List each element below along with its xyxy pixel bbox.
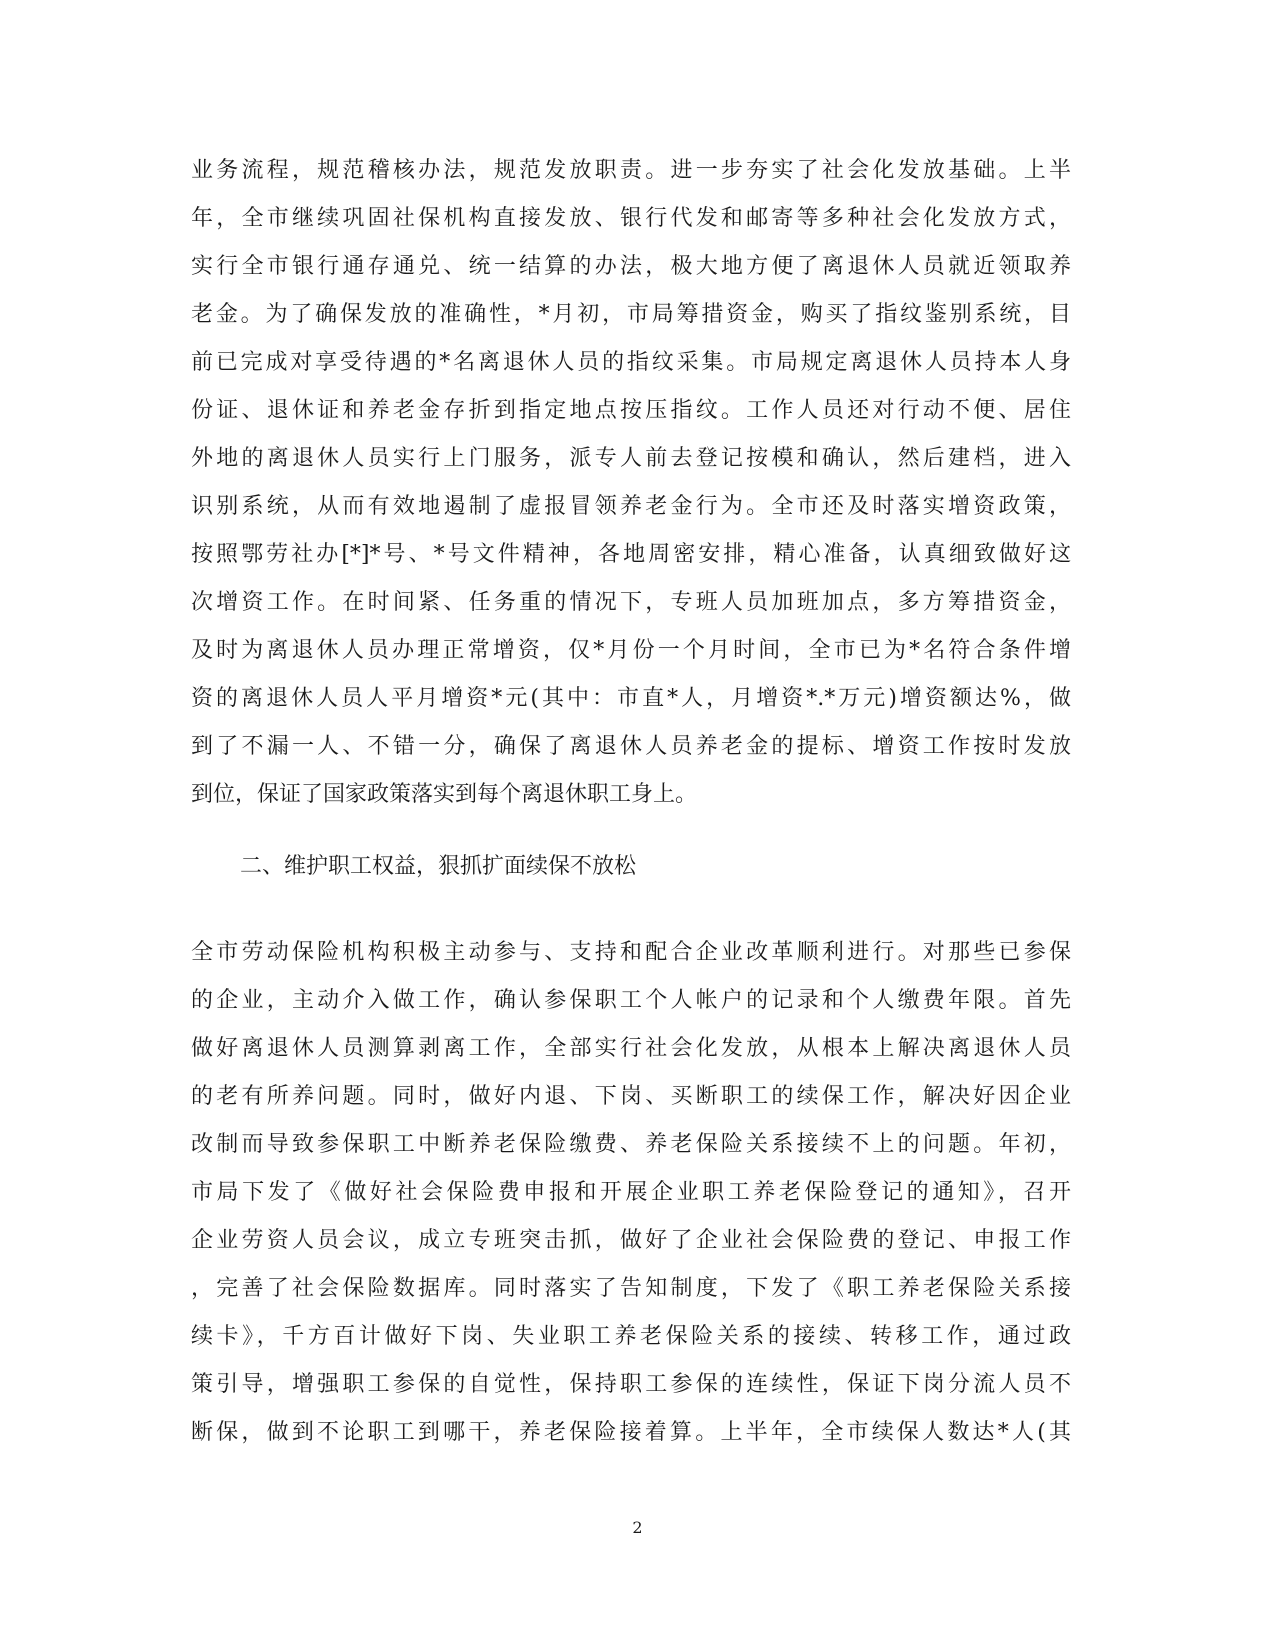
paragraph-1 xyxy=(191,147,1071,819)
paragraph-line: 实行全市银行通存通兑、统一结算的办法，极大地方便了离退休人员就近领取养 xyxy=(191,254,1071,279)
paragraph-line: 改制而导致参保职工中断养老保险缴费、养老保险关系接续不上的问题。年初， xyxy=(191,1132,1071,1157)
paragraph-line: 到位，保证了国家政策落实到每个离退休职工身上。 xyxy=(191,782,698,807)
paragraph-line: 做好离退休人员测算剥离工作，全部实行社会化发放，从根本上解决离退休人员 xyxy=(191,1036,1071,1061)
page-number: 2 xyxy=(632,1518,643,1537)
paragraph-line: 年，全市继续巩固社保机构直接发放、银行代发和邮寄等多种社会化发放方式， xyxy=(191,206,1071,231)
paragraph-line: 到了不漏一人、不错一分，确保了离退休人员养老金的提标、增资工作按时发放 xyxy=(191,734,1071,759)
paragraph-line: 按照鄂劳社办[*]*号、*号文件精神，各地周密安排，精心准备，认真细致做好这 xyxy=(191,542,1071,567)
paragraph-line: 市局下发了《做好社会保险费申报和开展企业职工养老保险登记的通知》，召开 xyxy=(191,1180,1071,1205)
paragraph-line: 份证、退休证和养老金存折到指定地点按压指纹。工作人员还对行动不便、居住 xyxy=(191,398,1071,423)
paragraph-line: 策引导，增强职工参保的自觉性，保持职工参保的连续性，保证下岗分流人员不 xyxy=(191,1372,1071,1397)
paragraph-line: 次增资工作。在时间紧、任务重的情况下，专班人员加班加点，多方筹措资金， xyxy=(191,590,1071,615)
paragraph-line: 前已完成对享受待遇的*名离退休人员的指纹采集。市局规定离退休人员持本人身 xyxy=(191,350,1071,375)
paragraph-line: 断保，做到不论职工到哪干，养老保险接着算。上半年，全市续保人数达*人(其 xyxy=(191,1420,1071,1445)
paragraph-line: ，完善了社会保险数据库。同时落实了告知制度，下发了《职工养老保险关系接 xyxy=(191,1276,1071,1301)
paragraph-line: 资的离退休人员人平月增资*元(其中：市直*人，月增资*.*万元)增资额达%，做 xyxy=(191,686,1071,711)
paragraph-line: 企业劳资人员会议，成立专班突击抓，做好了企业社会保险费的登记、申报工作 xyxy=(191,1228,1071,1253)
paragraph-line: 全市劳动保险机构积极主动参与、支持和配合企业改革顺利进行。对那些已参保 xyxy=(191,940,1071,965)
section-heading: 二、维护职工权益，狠抓扩面续保不放松 xyxy=(240,854,637,879)
paragraph-line: 业务流程，规范稽核办法，规范发放职责。进一步夯实了社会化发放基础。上半 xyxy=(191,158,1071,183)
paragraph-line: 识别系统，从而有效地遏制了虚报冒领养老金行为。全市还及时落实增资政策， xyxy=(191,494,1071,519)
paragraph-line: 及时为离退休人员办理正常增资，仅*月份一个月时间，全市已为*名符合条件增 xyxy=(191,638,1071,663)
paragraph-line: 续卡》，千方百计做好下岗、失业职工养老保险关系的接续、转移工作，通过政 xyxy=(191,1324,1071,1349)
paragraph-line: 老金。为了确保发放的准确性，*月初，市局筹措资金，购买了指纹鉴别系统，目 xyxy=(191,302,1071,327)
paragraph-2 xyxy=(191,929,1071,1457)
paragraph-line: 的企业，主动介入做工作，确认参保职工个人帐户的记录和个人缴费年限。首先 xyxy=(191,988,1071,1013)
paragraph-line: 的老有所养问题。同时，做好内退、下岗、买断职工的续保工作，解决好因企业 xyxy=(191,1084,1071,1109)
paragraph-line: 外地的离退休人员实行上门服务，派专人前去登记按模和确认，然后建档，进入 xyxy=(191,446,1071,471)
